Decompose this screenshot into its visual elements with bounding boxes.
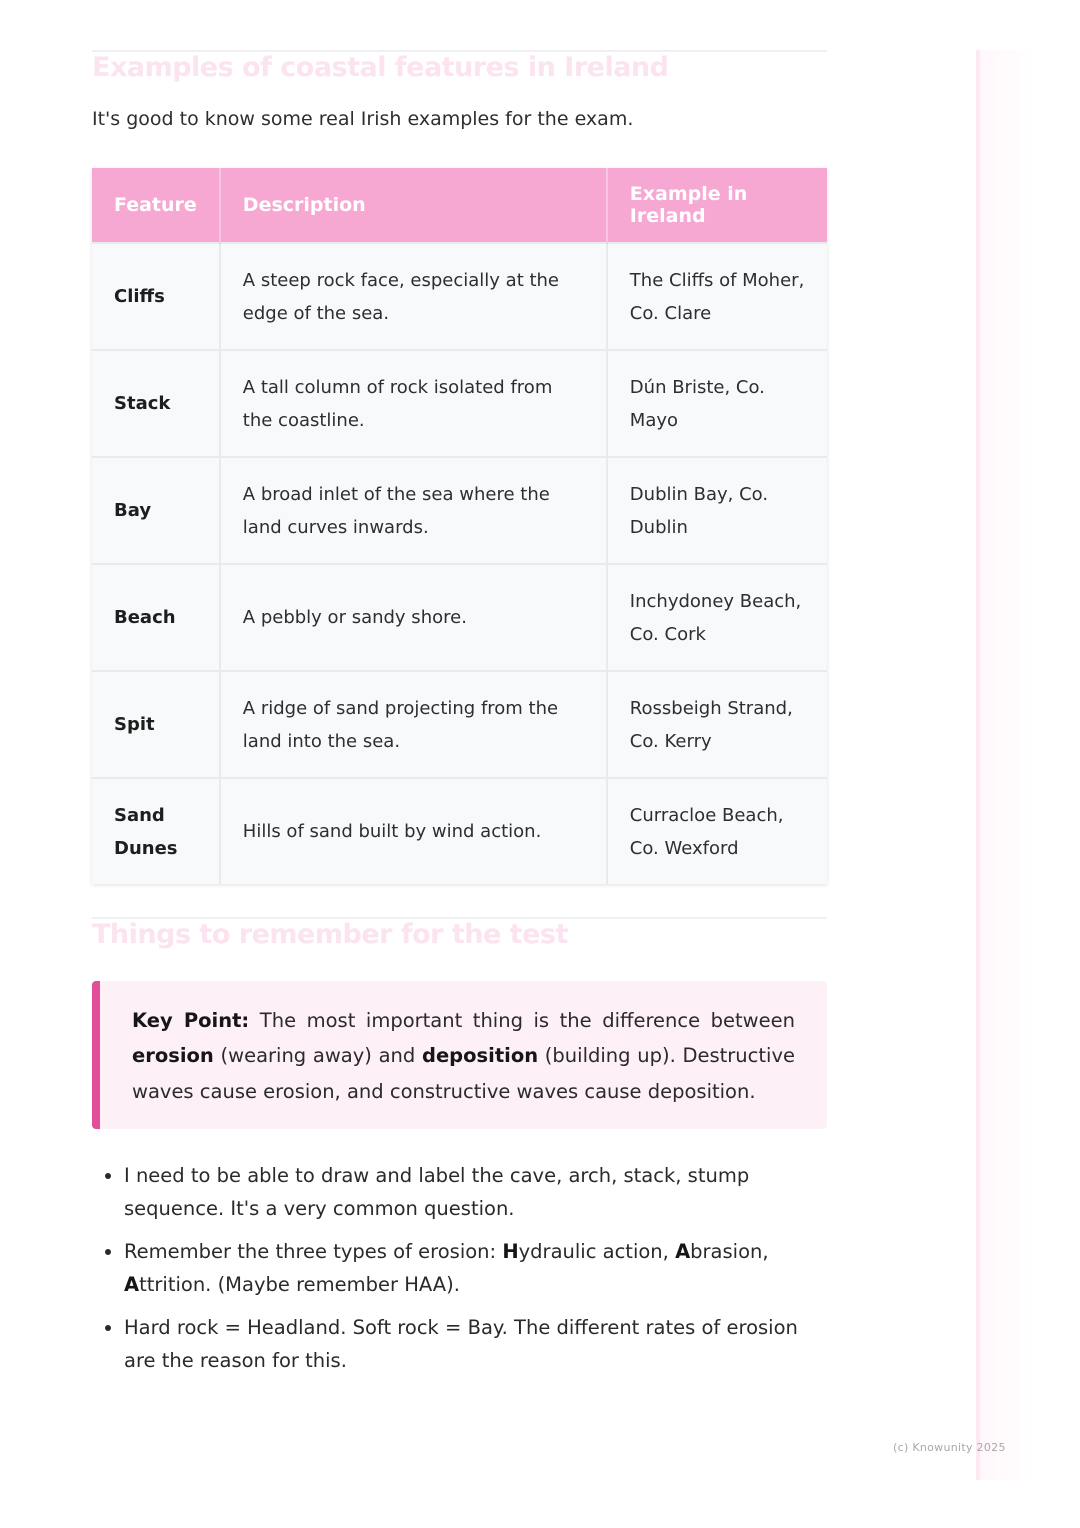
table-row	[92, 243, 827, 350]
callout-term-erosion: erosion	[132, 1044, 214, 1068]
column-header-example: Example in Ireland	[607, 168, 827, 243]
intro-paragraph: It's good to know some real Irish examples for the exam.	[92, 108, 634, 131]
note-sequence: I need to be able to draw and label the cave, arch, stack, stump sequence. It's a very common question.	[124, 1164, 750, 1221]
example-cell: Rossbeigh Strand, Co. Kerry	[607, 671, 827, 778]
feature-cell: Cliffs	[92, 243, 220, 350]
callout-text: (wearing away) and	[213, 1044, 422, 1068]
note-rock-types: Hard rock = Headland. Soft rock = Bay. The different rates of erosion are the reason for this.	[124, 1316, 798, 1373]
table-row	[92, 350, 827, 457]
feature-cell: Stack	[92, 350, 220, 457]
description-cell: Hills of sand built by wind action.	[220, 778, 607, 884]
mnemonic-letter: A	[124, 1273, 140, 1297]
key-point-callout	[92, 981, 827, 1130]
section-heading-coastal-examples: Examples of coastal features in Ireland	[92, 52, 669, 83]
table-row	[92, 564, 827, 671]
note-text: ydraulic action,	[518, 1240, 676, 1264]
column-header-feature: Feature	[92, 168, 220, 243]
list-item	[124, 1311, 827, 1377]
example-cell: Inchydoney Beach, Co. Cork	[607, 564, 827, 671]
note-text: ttrition. (Maybe remember HAA).	[139, 1273, 460, 1297]
callout-text: The most important thing is the difference between	[249, 1008, 795, 1032]
key-point-label: Key Point:	[132, 1008, 250, 1032]
list-item	[124, 1159, 827, 1225]
description-cell: A tall column of rock isolated from the coastline.	[220, 350, 607, 457]
feature-cell: Bay	[92, 457, 220, 564]
column-header-description: Description	[220, 168, 607, 243]
document-content	[92, 0, 827, 1387]
example-cell: Dún Briste, Co. Mayo	[607, 350, 827, 457]
example-cell: The Cliffs of Moher, Co. Clare	[607, 243, 827, 350]
feature-cell: Sand Dunes	[92, 778, 220, 884]
callout-term-deposition: deposition	[421, 1044, 539, 1068]
list-item	[124, 1235, 827, 1301]
feature-cell: Spit	[92, 671, 220, 778]
description-cell: A broad inlet of the sea where the land curves inwards.	[220, 457, 607, 564]
copyright-notice: (c) Knowunity 2025	[893, 1441, 1006, 1454]
table-row	[92, 778, 827, 884]
section-heading-remember: Things to remember for the test	[92, 919, 568, 951]
table-row	[92, 457, 827, 564]
note-text: Remember the three types of erosion:	[124, 1240, 503, 1264]
example-cell: Curracloe Beach, Co. Wexford	[607, 778, 827, 884]
description-cell: A ridge of sand projecting from the land into the sea.	[220, 671, 607, 778]
callout-text: (building up). Destructive waves cause erosion, and constructive waves cause deposition.	[132, 1044, 795, 1103]
feature-cell: Beach	[92, 564, 220, 671]
table-row	[92, 671, 827, 778]
study-notes-list	[92, 1159, 827, 1377]
mnemonic-letter: A	[675, 1240, 691, 1264]
note-text: brasion,	[690, 1240, 769, 1264]
description-cell: A steep rock face, especially at the edge of the sea.	[220, 243, 607, 350]
mnemonic-letter: H	[502, 1240, 519, 1264]
example-cell: Dublin Bay, Co. Dublin	[607, 457, 827, 564]
table-header-row	[92, 168, 827, 243]
description-cell: A pebbly or sandy shore.	[220, 564, 607, 671]
page-side-strip	[976, 50, 1036, 1480]
coastal-features-table	[92, 168, 827, 884]
